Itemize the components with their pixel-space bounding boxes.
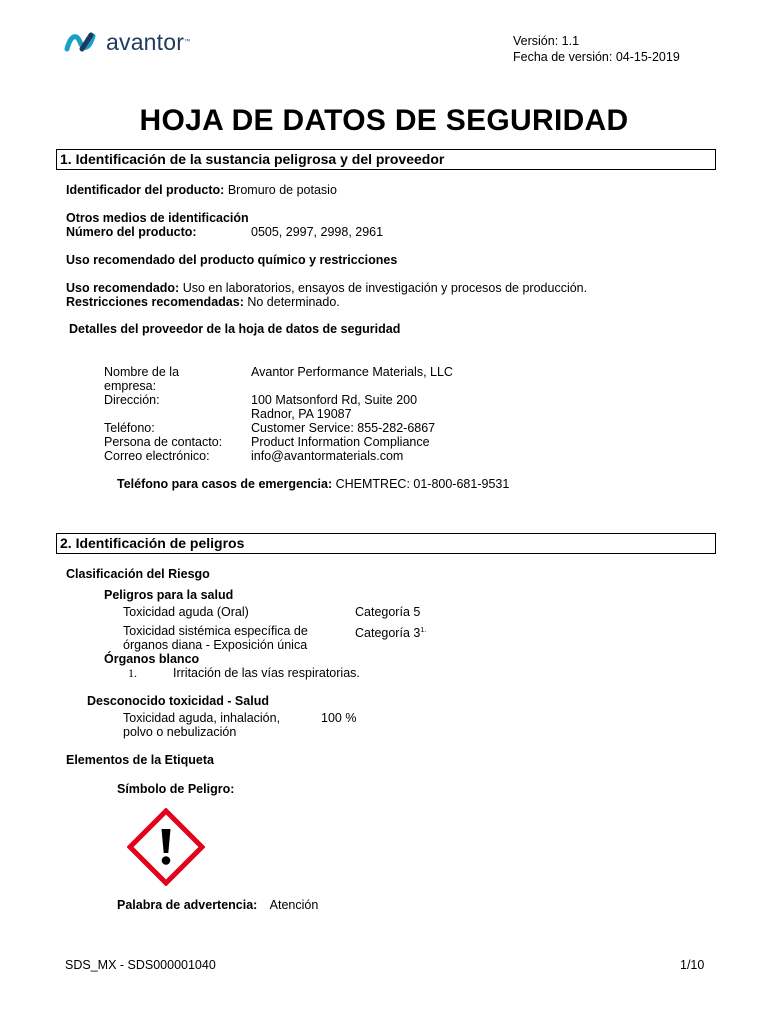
footer-page-number: 1/10 [680, 958, 705, 972]
risk-classification-heading: Clasificación del Riesgo [66, 567, 210, 581]
logo-trademark: ™ [184, 39, 191, 45]
company-label [104, 365, 179, 393]
section-1-heading: 1. Identificación de la sustancia peligrosa y del proveedor [56, 149, 716, 170]
stot-value-text: Categoría 3 [355, 626, 421, 641]
version-number: Versión: 1.1 [513, 34, 580, 48]
section-2-heading: 2. Identificación de peligros [56, 533, 716, 554]
footer-document-code: SDS_MX - SDS000001040 [65, 958, 216, 972]
recommended-use [66, 281, 587, 295]
address-label: Dirección: [104, 393, 160, 407]
phone-value: Customer Service: 855-282-6867 [251, 421, 436, 435]
restrictions-value: No determinado. [247, 295, 340, 309]
signal-word [117, 898, 318, 912]
address-line-1: 100 Matsonford Rd, Suite 200 [251, 393, 418, 407]
stot-footnote: 1. [420, 627, 427, 634]
signal-word-value: Atención [269, 898, 319, 912]
target-organs-heading: Órganos blanco [104, 652, 200, 666]
contact-value: Product Information Compliance [251, 435, 430, 449]
stot-value [355, 624, 426, 640]
health-hazards-heading: Peligros para la salud [104, 588, 234, 602]
unknown-toxicity-label-line-2: polvo o nebulización [123, 725, 237, 739]
product-identifier-label: Identificador del producto: [66, 183, 225, 197]
stot-label-line-1: Toxicidad sistémica específica de [123, 624, 308, 638]
label-elements-heading: Elementos de la Etiqueta [66, 753, 214, 767]
phone-label: Teléfono: [104, 421, 155, 435]
other-means-label: Otros medios de identificación [66, 211, 249, 225]
address-value [251, 393, 417, 421]
avantor-logo [64, 30, 190, 54]
signal-word-label: Palabra de advertencia: [117, 898, 258, 912]
exclamation-mark-ghs-icon [127, 808, 205, 886]
restrictions-label: Restricciones recomendadas: [66, 295, 244, 309]
contact-label: Persona de contacto: [104, 435, 223, 449]
stot-label-line-2: órganos diana - Exposición única [123, 638, 308, 652]
recommended-use-value: Uso en laboratorios, ensayos de investigación y procesos de producción. [182, 281, 588, 295]
avantor-logo-mark-icon [64, 30, 104, 54]
hazard-symbol-label: Símbolo de Peligro: [117, 782, 235, 796]
version-info [513, 33, 680, 65]
product-number-label: Número del producto: [66, 225, 197, 239]
unknown-toxicity-label-line-1: Toxicidad aguda, inhalación, [123, 711, 281, 725]
email-label: Correo electrónico: [104, 449, 210, 463]
unknown-toxicity-heading: Desconocido toxicidad - Salud [87, 694, 269, 708]
company-value: Avantor Performance Materials, LLC [251, 365, 453, 379]
address-line-2: Radnor, PA 19087 [251, 407, 352, 421]
recommended-use-heading: Uso recomendado del producto químico y restricciones [66, 253, 398, 267]
acute-toxicity-value: Categoría 5 [355, 605, 421, 619]
emergency-phone-value: CHEMTREC: 01-800-681-9531 [335, 477, 510, 491]
unknown-toxicity-value: 100 % [321, 711, 357, 725]
product-number-value: 0505, 2997, 2998, 2961 [251, 225, 384, 239]
supplier-heading: Detalles del proveedor de la hoja de datos de seguridad [69, 322, 401, 336]
version-date: Fecha de versión: 04-15-2019 [513, 50, 680, 64]
document-title: HOJA DE DATOS DE SEGURIDAD [139, 104, 629, 137]
company-label-line-2: empresa: [104, 379, 157, 393]
emergency-phone-label: Teléfono para casos de emergencia: [117, 477, 333, 491]
restrictions [66, 295, 340, 309]
emergency-phone [117, 477, 509, 491]
logo-text: avantor [106, 29, 185, 55]
stot-label [123, 624, 308, 652]
acute-toxicity-label: Toxicidad aguda (Oral) [123, 605, 249, 619]
recommended-use-label: Uso recomendado: [66, 281, 180, 295]
email-value: info@avantormaterials.com [251, 449, 404, 463]
product-identifier-value: Bromuro de potasio [227, 183, 337, 197]
product-identifier [66, 183, 337, 197]
target-organ-number: 1. [128, 666, 137, 680]
company-label-line-1: Nombre de la [104, 365, 180, 379]
target-organ-text: Irritación de las vías respiratorias. [173, 666, 360, 680]
unknown-toxicity-label [123, 711, 280, 739]
